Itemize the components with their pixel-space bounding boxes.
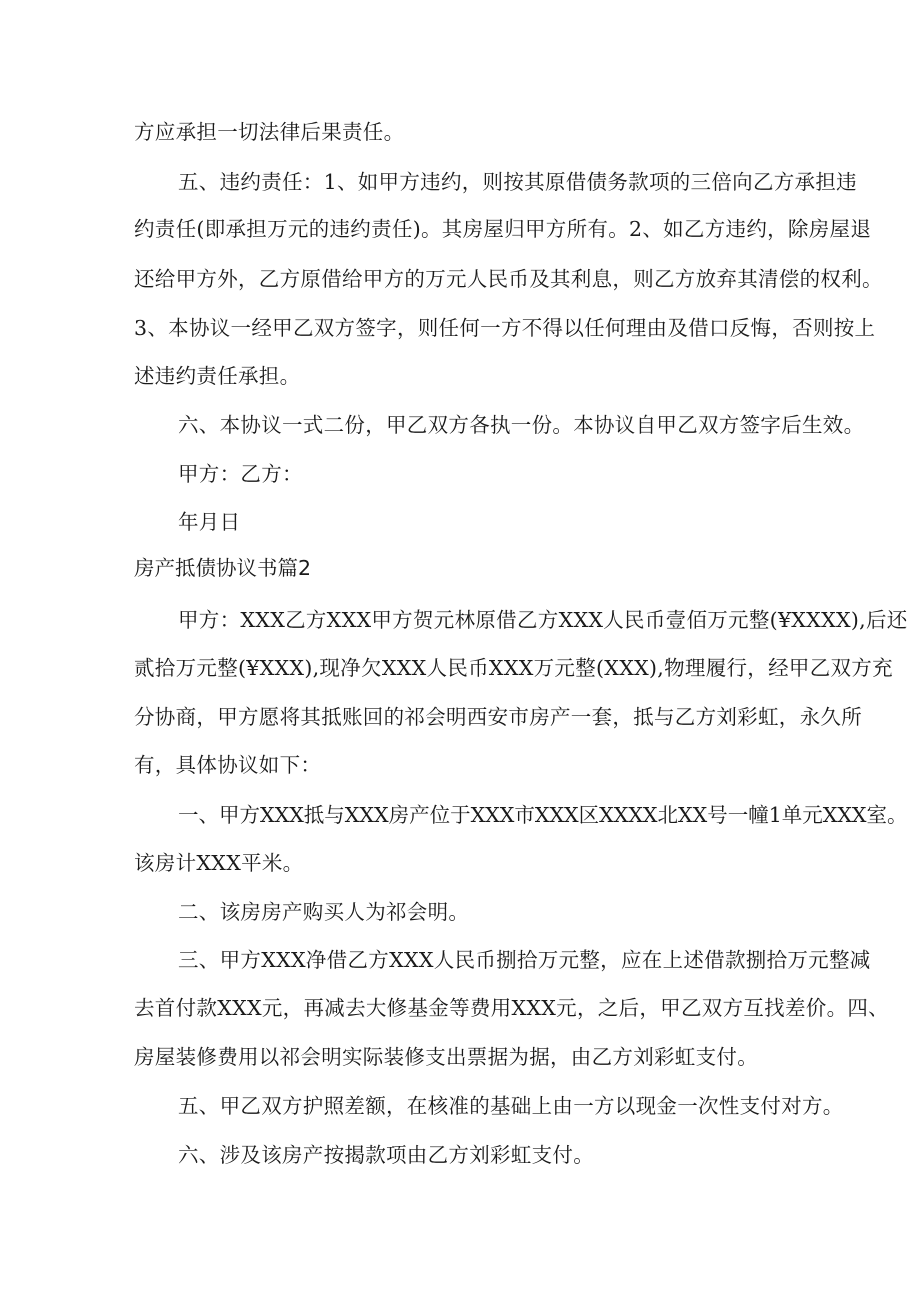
date-line: 年月日 <box>178 510 241 534</box>
paragraph-line: 该房计XXX平米。 <box>134 851 304 875</box>
paragraph-line: 约责任(即承担万元的违约责任)。其房屋归甲方所有。2、如乙方违约，除房屋退 <box>134 217 872 241</box>
paragraph-line: 有，具体协议如下： <box>134 753 322 777</box>
paragraph-line: 六、涉及该房产按揭款项由乙方刘彩虹支付。 <box>178 1143 594 1167</box>
paragraph-line: 述违约责任承担。 <box>134 364 301 388</box>
paragraph-line: 去首付款XXX元，再减去大修基金等费用XXX元，之后，甲乙双方互找差价。四、 <box>134 996 889 1020</box>
paragraph-line: 二、该房房产购买人为祁会明。 <box>178 900 470 924</box>
paragraph-line: 分协商，甲方愿将其抵账回的祁会明西安市房产一套，抵与乙方刘彩虹，永久所 <box>134 705 862 729</box>
signature-line: 甲方：乙方： <box>178 462 303 486</box>
paragraph-line: 六、本协议一式二份，甲乙双方各执一份。本协议自甲乙双方签字后生效。 <box>178 413 865 437</box>
section-heading: 房产抵债协议书篇2 <box>134 556 312 580</box>
paragraph-line: 一、甲方XXX抵与XXX房产位于XXX市XXX区XXXX北XX号一幢1单元XXX室。 <box>178 803 908 827</box>
paragraph-line: 五、甲乙双方护照差额，在核准的基础上由一方以现金一次性支付对方。 <box>178 1094 844 1118</box>
paragraph-line: 3、本协议一经甲乙双方签字，则任何一方不得以任何理由及借口反悔，否则按上 <box>134 316 876 340</box>
paragraph-line: 方应承担一切法律后果责任。 <box>134 120 405 144</box>
paragraph-line: 五、违约责任：1、如甲方违约，则按其原借债务款项的三倍向乙方承担违 <box>178 170 857 194</box>
paragraph-line: 三、甲方XXX净借乙方XXX人民币捌拾万元整，应在上述借款捌拾万元整减 <box>178 948 871 972</box>
paragraph-line: 贰拾万元整(¥XXX),现净欠XXX人民币XXX万元整(XXX),物理履行，经甲乙双方充 <box>134 656 893 680</box>
paragraph-line: 房屋装修费用以祁会明实际装修支出票据为据，由乙方刘彩虹支付。 <box>134 1045 758 1069</box>
paragraph-line: 甲方：XXX乙方XXX甲方贺元林原借乙方XXX人民币壹佰万元整(¥XXXX),后还 <box>178 608 908 632</box>
paragraph-line: 还给甲方外，乙方原借给甲方的万元人民币及其利息，则乙方放弃其清偿的权利。 <box>134 267 883 291</box>
